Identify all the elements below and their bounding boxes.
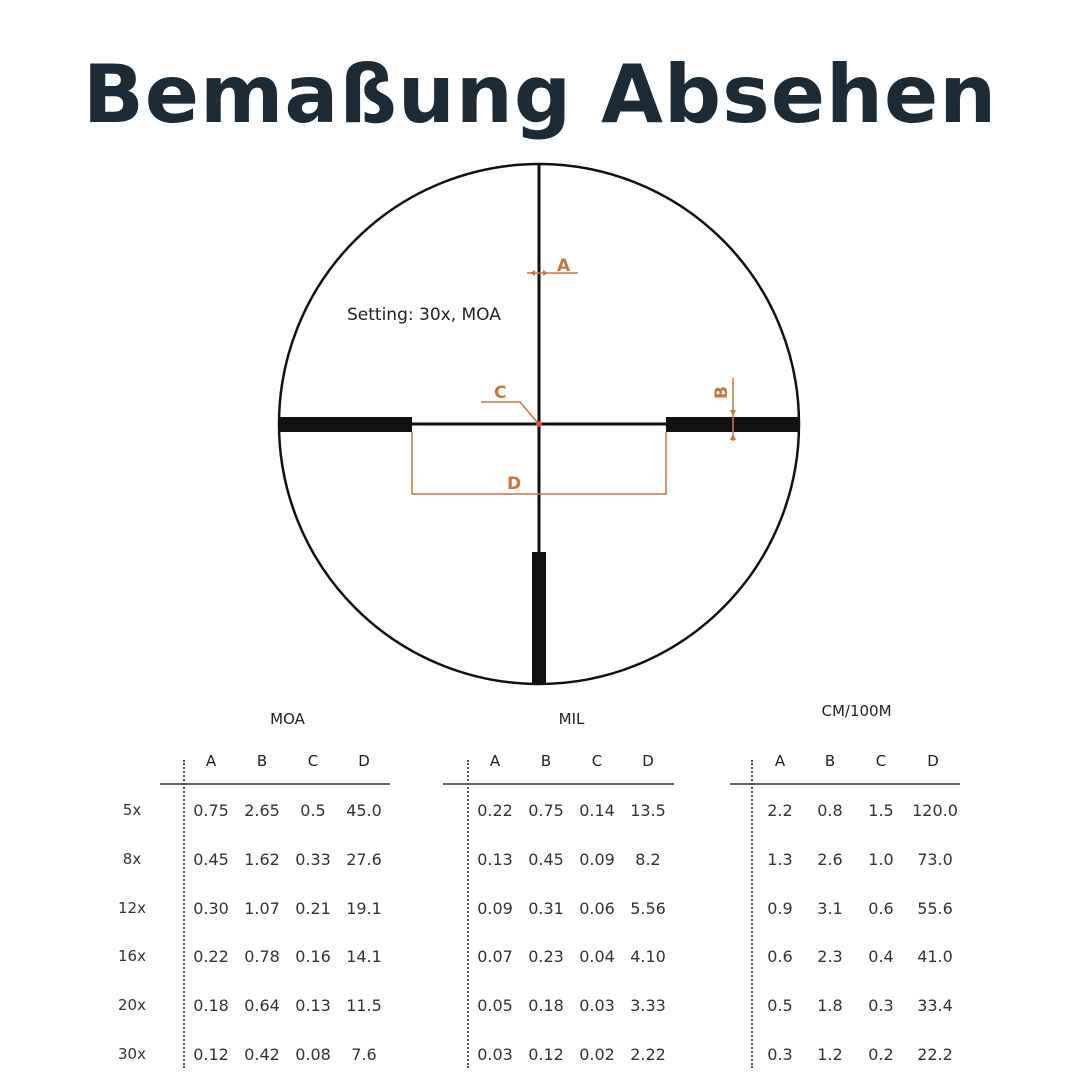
table-column-header: B <box>256 752 268 770</box>
table-cell: 0.8 <box>817 801 843 820</box>
table-cell: 2.65 <box>244 801 280 820</box>
table-cell: 0.30 <box>193 899 229 918</box>
table-cell: 45.0 <box>346 801 382 820</box>
table-cell: 0.13 <box>295 996 331 1015</box>
table-unit-header: MIL <box>558 710 585 728</box>
table-column-header: C <box>591 752 603 770</box>
table-cell: 27.6 <box>346 850 382 869</box>
center-dot <box>536 421 542 427</box>
table-cell: 1.07 <box>244 899 280 918</box>
dimension-d-label: D <box>507 474 522 494</box>
table-cell: 1.3 <box>767 850 793 869</box>
table-cell: 7.6 <box>351 1045 377 1064</box>
table-column-header: C <box>307 752 319 770</box>
table-cell: 19.1 <box>346 899 382 918</box>
table-column-header: D <box>642 752 654 770</box>
table-cell: 0.42 <box>244 1045 280 1064</box>
magnification-label: 16x <box>118 947 146 965</box>
table-cell: 0.16 <box>295 947 331 966</box>
table-cell: 14.1 <box>346 947 382 966</box>
dimension-a-arrow <box>530 270 535 276</box>
table-column-header: B <box>824 752 836 770</box>
table-cell: 1.5 <box>868 801 894 820</box>
reticle-bottom-post <box>532 552 546 684</box>
table-unit-header: MOA <box>270 710 305 728</box>
table-cell: 0.18 <box>528 996 564 1015</box>
table-cell: 0.06 <box>579 899 615 918</box>
table-cell: 0.04 <box>579 947 615 966</box>
table-cell: 0.64 <box>244 996 280 1015</box>
table-header-rule <box>160 783 390 785</box>
table-cell: 1.2 <box>817 1045 843 1064</box>
table-cell: 0.4 <box>868 947 894 966</box>
table-column-header: A <box>489 752 501 770</box>
table-cell: 0.5 <box>300 801 326 820</box>
table-cell: 0.03 <box>579 996 615 1015</box>
table-cell: 0.75 <box>528 801 564 820</box>
table-cell: 0.31 <box>528 899 564 918</box>
table-cell: 0.33 <box>295 850 331 869</box>
table-cell: 0.5 <box>767 996 793 1015</box>
reticle-left-post <box>280 417 412 432</box>
table-cell: 0.3 <box>767 1045 793 1064</box>
table-cell: 1.8 <box>817 996 843 1015</box>
table-column-header: B <box>540 752 552 770</box>
table-cell: 0.22 <box>477 801 513 820</box>
table-cell: 0.23 <box>528 947 564 966</box>
table-cell: 2.3 <box>817 947 843 966</box>
table-column-header: A <box>774 752 786 770</box>
magnification-label: 5x <box>122 801 142 819</box>
table-cell: 0.12 <box>193 1045 229 1064</box>
table-cell: 73.0 <box>917 850 953 869</box>
table-column-header: C <box>875 752 887 770</box>
table-cell: 0.3 <box>868 996 894 1015</box>
table-cell: 0.09 <box>477 899 513 918</box>
dimension-b-label: B <box>712 386 732 399</box>
table-cell: 0.13 <box>477 850 513 869</box>
magnification-label: 8x <box>122 850 142 868</box>
table-column-header: D <box>358 752 370 770</box>
table-cell: 0.09 <box>579 850 615 869</box>
table-cell: 13.5 <box>630 801 666 820</box>
table-cell: 0.6 <box>767 947 793 966</box>
table-cell: 11.5 <box>346 996 382 1015</box>
table-cell: 0.45 <box>193 850 229 869</box>
table-unit-header: CM/100M <box>821 702 892 720</box>
page-title: Bemaßung Absehen <box>82 48 998 141</box>
table-cell: 33.4 <box>917 996 953 1015</box>
table-cell: 8.2 <box>635 850 661 869</box>
table-cell: 0.07 <box>477 947 513 966</box>
table-cell: 3.33 <box>630 996 666 1015</box>
table-header-rule <box>443 783 674 785</box>
table-cell: 0.08 <box>295 1045 331 1064</box>
table-cell: 0.22 <box>193 947 229 966</box>
dimension-c-leader <box>481 402 537 422</box>
table-cell: 0.14 <box>579 801 615 820</box>
table-column-header: A <box>205 752 217 770</box>
table-cell: 55.6 <box>917 899 953 918</box>
table-cell: 0.12 <box>528 1045 564 1064</box>
table-cell: 0.2 <box>868 1045 894 1064</box>
table-column-header: D <box>927 752 939 770</box>
table-cell: 0.02 <box>579 1045 615 1064</box>
table-cell: 0.05 <box>477 996 513 1015</box>
magnification-label: 30x <box>118 1045 146 1063</box>
table-cell: 0.78 <box>244 947 280 966</box>
table-cell: 120.0 <box>912 801 958 820</box>
table-cell: 0.03 <box>477 1045 513 1064</box>
dimension-c-label: C <box>494 383 507 403</box>
table-cell: 2.22 <box>630 1045 666 1064</box>
dimension-b-arrow <box>730 434 736 440</box>
table-cell: 2.6 <box>817 850 843 869</box>
table-cell: 41.0 <box>917 947 953 966</box>
table-cell: 0.21 <box>295 899 331 918</box>
dimension-b-arrow <box>730 410 736 416</box>
table-cell: 2.2 <box>767 801 793 820</box>
table-cell: 0.18 <box>193 996 229 1015</box>
table-header-rule <box>730 783 960 785</box>
table-cell: 0.6 <box>868 899 894 918</box>
table-cell: 0.9 <box>767 899 793 918</box>
magnification-label: 20x <box>118 996 146 1014</box>
table-cell: 3.1 <box>817 899 843 918</box>
dimension-a-label: A <box>557 256 571 276</box>
table-cell: 4.10 <box>630 947 666 966</box>
table-cell: 1.0 <box>868 850 894 869</box>
table-cell: 22.2 <box>917 1045 953 1064</box>
table-cell: 0.75 <box>193 801 229 820</box>
table-cell: 5.56 <box>630 899 666 918</box>
magnification-label: 12x <box>118 899 146 917</box>
dimension-a-arrow <box>543 270 548 276</box>
setting-text: Setting: 30x, MOA <box>347 305 501 325</box>
table-cell: 0.45 <box>528 850 564 869</box>
table-cell: 1.62 <box>244 850 280 869</box>
